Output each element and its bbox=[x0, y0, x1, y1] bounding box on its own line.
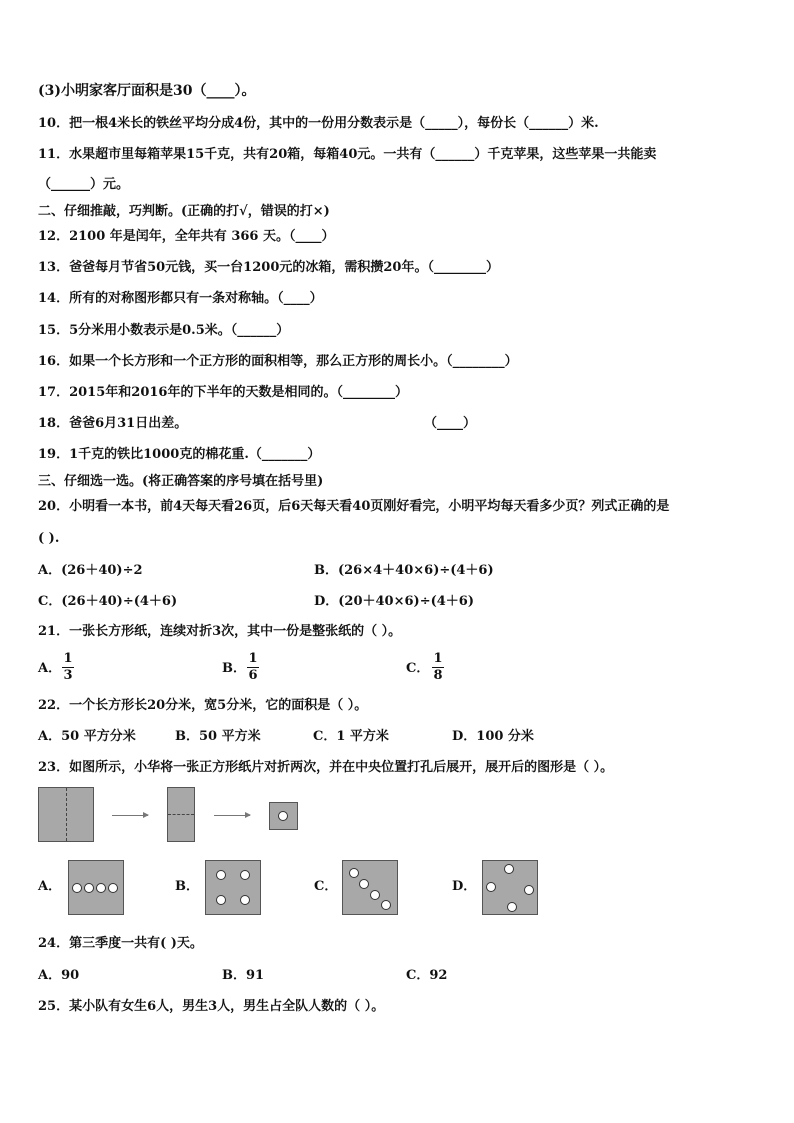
fraction-denominator: 3 bbox=[63, 668, 73, 683]
q14: 14．所有的对称图形都只有一条对称轴。（____） bbox=[38, 291, 323, 306]
q20-option-c: C．(26＋40)÷(4＋6) bbox=[38, 594, 178, 609]
full-square-paper bbox=[38, 787, 94, 842]
quarter-folded-paper bbox=[269, 802, 298, 830]
q23-option-c-figure bbox=[342, 860, 398, 915]
hole bbox=[507, 902, 517, 912]
q16: 16．如果一个长方形和一个正方形的面积相等，那么正方形的周长小。（________） bbox=[38, 354, 518, 369]
q20-line1: 20．小明看一本书，前4天每天看26页，后6天每天看40页刚好看完，小明平均每天看多少页？列式正确的是 bbox=[38, 499, 670, 514]
q21-option-b-fraction bbox=[247, 652, 259, 683]
hole bbox=[96, 883, 106, 893]
q17: 17．2015年和2016年的下半年的天数是相同的。（________） bbox=[38, 385, 408, 400]
hole bbox=[108, 883, 118, 893]
hole bbox=[72, 883, 82, 893]
q11-line1: 11．水果超市里每箱苹果15千克，共有20箱，每箱40元。一共有（______）千克苹果，这些苹果一共能卖 bbox=[38, 147, 657, 162]
hole bbox=[216, 895, 226, 905]
hole bbox=[504, 864, 514, 874]
q22-option-c: C．1 平方米 bbox=[313, 729, 389, 744]
q21-option-b-label: B． bbox=[222, 661, 246, 676]
hole bbox=[370, 890, 380, 900]
fold-line-vertical bbox=[66, 788, 67, 841]
hole bbox=[524, 885, 534, 895]
q10: 10．把一根4米长的铁丝平均分成4份，其中的一份用分数表示是（_____），每份长（______）米. bbox=[38, 116, 599, 131]
fold-line-horizontal bbox=[168, 814, 194, 815]
q21: 21．一张长方形纸，连续对折3次，其中一份是整张纸的（ ）。 bbox=[38, 624, 402, 639]
q22-option-a: A．50 平方分米 bbox=[38, 729, 136, 744]
hole bbox=[84, 883, 94, 893]
q21-option-a-label: A． bbox=[38, 661, 62, 676]
fraction-denominator: 8 bbox=[433, 668, 443, 683]
fraction-numerator: 1 bbox=[433, 651, 443, 666]
q20-line2: ( ). bbox=[38, 531, 60, 546]
punched-hole bbox=[278, 811, 288, 821]
q23-option-d-label: D． bbox=[452, 879, 477, 894]
q22: 22．一个长方形长20分米，宽5分米，它的面积是（ ）。 bbox=[38, 698, 368, 713]
hole bbox=[240, 870, 250, 880]
q13: 13．爸爸每月节省50元钱，买一台1200元的冰箱，需积攒20年。（________） bbox=[38, 260, 499, 275]
q12: 12．2100 年是闰年，全年共有 366 天。（____） bbox=[38, 229, 335, 244]
q20-option-b: B．(26×4＋40×6)÷(4＋6) bbox=[314, 563, 494, 578]
q18-blank: （____） bbox=[424, 416, 477, 431]
q-3-living-room: (3)小明家客厅面积是30（____）。 bbox=[38, 83, 256, 99]
hole bbox=[349, 868, 359, 878]
q22-option-b: B．50 平方米 bbox=[175, 729, 261, 744]
q21-option-a-fraction bbox=[62, 652, 74, 683]
q24-option-b: B．91 bbox=[222, 968, 265, 983]
fraction-numerator: 1 bbox=[63, 651, 73, 666]
q23-option-b-label: B． bbox=[175, 879, 199, 894]
hole bbox=[359, 879, 369, 889]
q23-option-b-figure bbox=[205, 860, 261, 915]
arrow-right-icon bbox=[214, 815, 250, 816]
section-2-heading: 二、仔细推敲，巧判断。(正确的打√，错误的打×) bbox=[38, 204, 330, 219]
hole bbox=[216, 870, 226, 880]
q24: 24．第三季度一共有( )天。 bbox=[38, 936, 203, 951]
q24-option-a: A．90 bbox=[38, 968, 80, 983]
q19: 19．1千克的铁比1000克的棉花重.（_______） bbox=[38, 447, 321, 462]
q23: 23．如图所示，小华将一张正方形纸片对折两次，并在中央位置打孔后展开，展开后的图形是（ ）。 bbox=[38, 760, 614, 775]
q20-option-a: A．(26＋40)÷2 bbox=[38, 563, 143, 578]
q22-option-d: D．100 分米 bbox=[452, 729, 534, 744]
q23-option-c-label: C． bbox=[314, 879, 338, 894]
q20-option-d: D．(20＋40×6)÷(4＋6) bbox=[314, 594, 474, 609]
q23-option-a-label: A． bbox=[38, 879, 62, 894]
hole bbox=[240, 895, 250, 905]
q21-option-c-label: C． bbox=[406, 661, 430, 676]
q23-option-d-figure bbox=[482, 860, 538, 915]
arrow-right-icon bbox=[112, 815, 148, 816]
hole bbox=[486, 882, 496, 892]
q25: 25．某小队有女生6人，男生3人，男生占全队人数的（ ）。 bbox=[38, 999, 385, 1014]
section-3-heading: 三、仔细选一选。(将正确答案的序号填在括号里) bbox=[38, 474, 324, 489]
q11-line2: （______）元。 bbox=[38, 177, 130, 192]
q24-option-c: C．92 bbox=[406, 968, 448, 983]
q15: 15．5分米用小数表示是0.5米。（______） bbox=[38, 323, 290, 338]
q23-option-a-figure bbox=[68, 860, 124, 915]
fraction-numerator: 1 bbox=[248, 651, 258, 666]
q18: 18．爸爸6月31日出差。 bbox=[38, 416, 188, 431]
fraction-denominator: 6 bbox=[248, 668, 258, 683]
half-folded-paper bbox=[167, 787, 195, 842]
hole bbox=[381, 900, 391, 910]
q21-option-c-fraction bbox=[432, 652, 444, 683]
